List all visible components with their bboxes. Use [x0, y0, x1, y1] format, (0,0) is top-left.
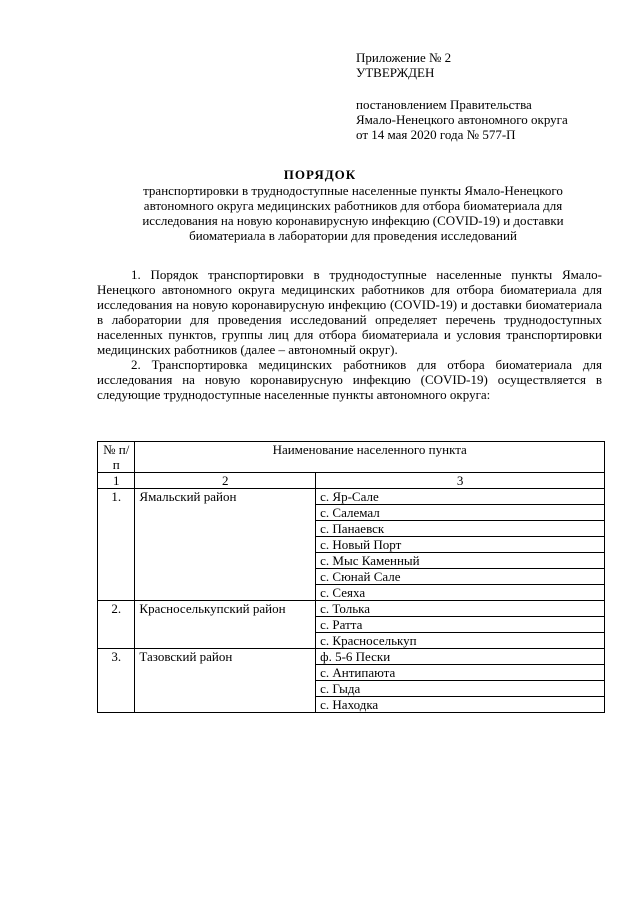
header-number: № п/п	[98, 442, 135, 473]
appendix-number: Приложение № 2	[356, 50, 452, 65]
settlement-name: с. Салемал	[316, 505, 605, 521]
table-row	[98, 649, 605, 665]
district-number: 2.	[98, 601, 135, 649]
paragraph-2: 2. Транспортировка медицинских работников для отбора биоматериала для исследования на новую коронавирусную инфекцию (COVID-19) осуществляется в следующие труднодоступные населенные пункты автономного округа:	[97, 357, 602, 402]
settlement-name: с. Панаевск	[316, 521, 605, 537]
table-body	[98, 473, 605, 713]
index-cell-2: 2	[135, 473, 316, 489]
district-number: 1.	[98, 489, 135, 601]
approval-date: от 14 мая 2020 года № 577-П	[356, 127, 516, 142]
document-subtitle: транспортировки в труднодоступные населенные пункты Ямало-Ненецкого автономного округа медицинских работников для отбора биоматериала для исследования на новую коронавирусную инфекцию (COVID-19) и доставки биоматериала в лаборатории для проведения исследований	[142, 183, 564, 243]
settlement-name: с. Ратта	[316, 617, 605, 633]
settlement-name: с. Антипаюта	[316, 665, 605, 681]
settlement-name: ф. 5-6 Пески	[316, 649, 605, 665]
header-settlement-name: Наименование населенного пункта	[135, 442, 605, 473]
approval-government: Ямало-Ненецкого автономного округа	[356, 112, 568, 127]
district-number: 3.	[98, 649, 135, 713]
body-text	[97, 267, 602, 402]
settlements-table	[97, 441, 605, 713]
table-row	[98, 489, 605, 505]
settlement-name: с. Мыс Каменный	[316, 553, 605, 569]
settlement-name: с. Находка	[316, 697, 605, 713]
settlement-name: с. Новый Порт	[316, 537, 605, 553]
settlement-name: с. Яр-Сале	[316, 489, 605, 505]
settlement-name: с. Гыда	[316, 681, 605, 697]
district-name: Ямальский район	[135, 489, 316, 601]
settlement-name: с. Красноселькуп	[316, 633, 605, 649]
approved-label: УТВЕРЖДЕН	[356, 65, 435, 80]
index-cell-3: 3	[316, 473, 605, 489]
table-header-row	[98, 442, 605, 473]
document-title: ПОРЯДОК	[283, 167, 357, 182]
approval-block	[356, 50, 568, 142]
district-name: Тазовский район	[135, 649, 316, 713]
approval-resolution: постановлением Правительства	[356, 97, 532, 112]
district-name: Красноселькупский район	[135, 601, 316, 649]
settlement-name: с. Сеяха	[316, 585, 605, 601]
spacer	[356, 80, 568, 97]
table-row	[98, 601, 605, 617]
paragraph-1: 1. Порядок транспортировки в труднодоступные населенные пункты Ямало-Ненецкого автономного округа медицинских работников для отбора биоматериала для исследования на новую коронавирусную инфекцию (COVID-19) и доставки биоматериала в лаборатории для проведения исследований определяет перечень труднодоступных населенных пунктов, группы лиц для отбора биоматериала и условия транспортировки медицинских работников (далее – автономный округ).	[97, 267, 602, 357]
settlement-name: с. Сюнай Сале	[316, 569, 605, 585]
table-index-row	[98, 473, 605, 489]
settlement-name: с. Толька	[316, 601, 605, 617]
index-cell-1: 1	[98, 473, 135, 489]
